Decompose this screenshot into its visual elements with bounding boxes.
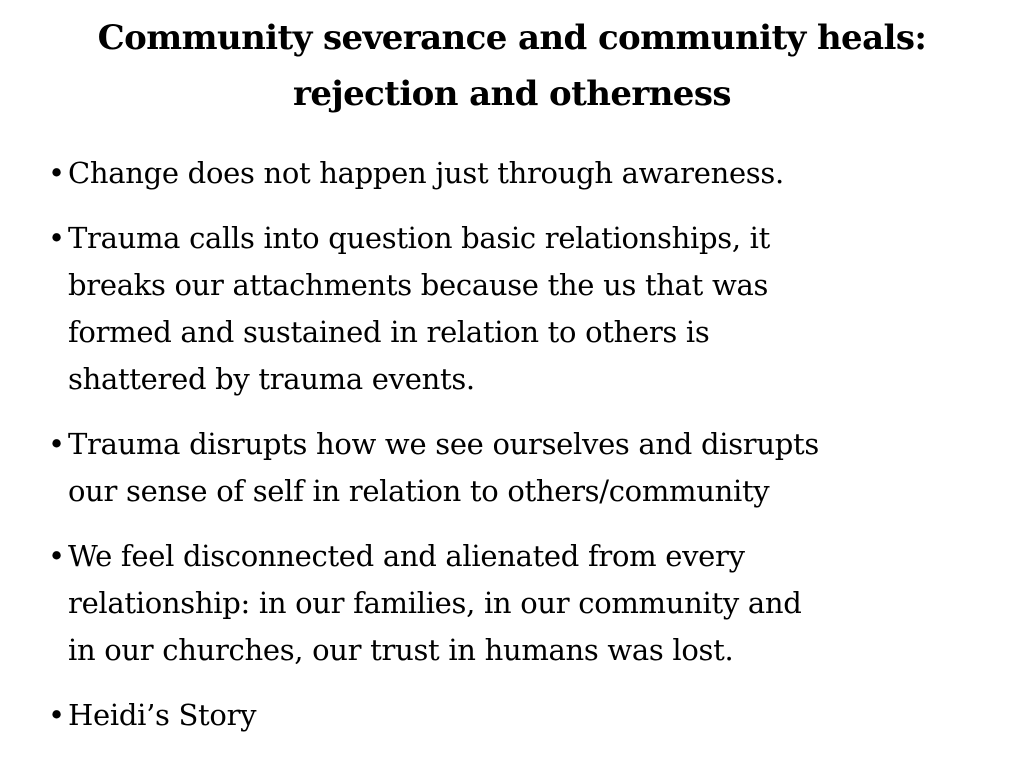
bullet-text-line: in our churches, our trust in humans was lost. [68,633,734,667]
bullet-item [48,215,998,403]
bullet-text-line: Trauma calls into question basic relationships, it [68,221,770,255]
bullet-text-line: Heidi’s Story [68,698,257,732]
title-line-1: Community severance and community heals: [97,18,927,58]
bullet-item [48,533,998,674]
bullet-text-line: relationship: in our families, in our community and [68,586,802,620]
slide-title [20,10,1004,122]
title-line-2: rejection and otherness [293,74,731,114]
bullet-icon: • [48,221,65,255]
bullet-icon: • [48,698,65,732]
bullet-icon: • [48,156,65,190]
bullet-list [48,150,998,757]
bullet-text-line: our sense of self in relation to others/community [68,474,770,508]
bullet-text-line: shattered by trauma events. [68,362,475,396]
bullet-text-line: Trauma disrupts how we see ourselves and disrupts [68,427,819,461]
bullet-item [48,692,998,739]
bullet-icon: • [48,539,65,573]
bullet-text-line: We feel disconnected and alienated from every [68,539,745,573]
bullet-icon: • [48,427,65,461]
bullet-text-line: formed and sustained in relation to others is [68,315,710,349]
bullet-item [48,150,998,197]
bullet-item [48,421,998,515]
bullet-text-line: Change does not happen just through awareness. [68,156,784,190]
bullet-text-line: breaks our attachments because the us that was [68,268,769,302]
